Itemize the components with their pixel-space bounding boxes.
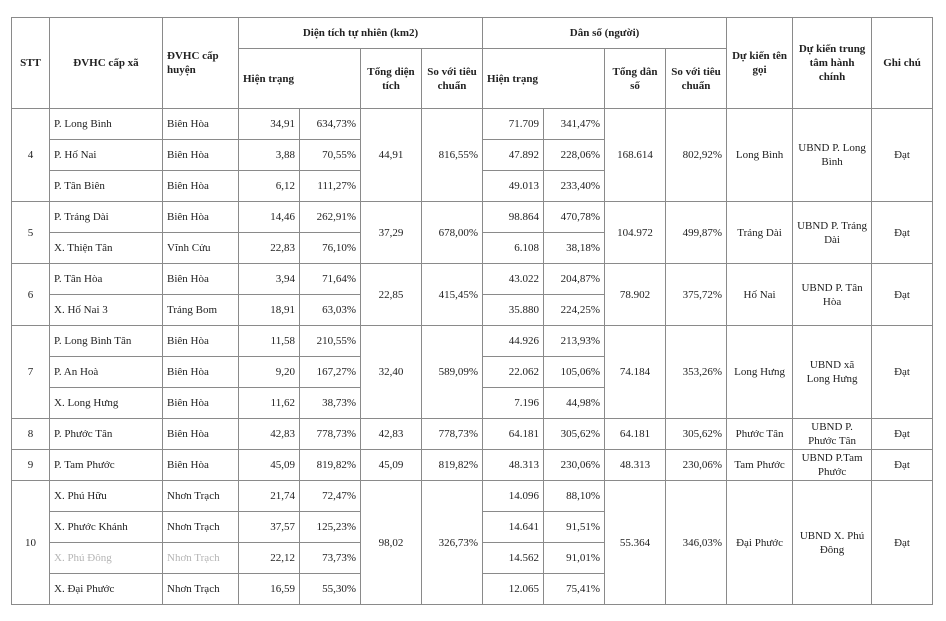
area-cell: 9,20 (239, 357, 300, 388)
area-cell: 37,57 (239, 512, 300, 543)
stt-cell: 7 (12, 326, 50, 419)
pop-pct-cell: 228,06% (544, 140, 605, 171)
dvhc-huyen-cell: Biên Hòa (163, 326, 239, 357)
total-pop-pct-cell: 230,06% (666, 450, 727, 481)
note-cell: Đạt (872, 264, 933, 326)
dvhc-xa-cell: P. Long Bình (50, 109, 163, 140)
pop-cell: 14.562 (483, 543, 544, 574)
total-area-cell: 37,29 (361, 202, 422, 264)
total-pop-cell: 78.902 (605, 264, 666, 326)
dvhc-xa-cell: P. Phước Tân (50, 419, 163, 450)
header-dvhc-xa: ĐVHC cấp xã (50, 18, 163, 109)
area-pct-cell: 55,30% (300, 574, 361, 605)
dvhc-huyen-cell: Nhơn Trạch (163, 574, 239, 605)
pop-pct-cell: 204,87% (544, 264, 605, 295)
area-cell: 34,91 (239, 109, 300, 140)
pop-cell: 47.892 (483, 140, 544, 171)
pop-cell: 7.196 (483, 388, 544, 419)
header-ghi-chu: Ghi chú (872, 18, 933, 109)
pop-pct-cell: 230,06% (544, 450, 605, 481)
admin-center-cell: UBND P. Long Bình (793, 109, 872, 202)
note-cell: Đạt (872, 326, 933, 419)
dvhc-huyen-cell: Biên Hòa (163, 140, 239, 171)
dvhc-xa-cell: P. Trảng Dài (50, 202, 163, 233)
total-pop-pct-cell: 802,92% (666, 109, 727, 202)
area-cell: 22,12 (239, 543, 300, 574)
pop-pct-cell: 44,98% (544, 388, 605, 419)
pop-pct-cell: 233,40% (544, 171, 605, 202)
area-cell: 3,94 (239, 264, 300, 295)
table-row (12, 326, 933, 357)
total-area-cell: 98,02 (361, 481, 422, 605)
dvhc-xa-cell: P. Long Bình Tân (50, 326, 163, 357)
area-pct-cell: 72,47% (300, 481, 361, 512)
admin-center-cell: UBND P. Trảng Dài (793, 202, 872, 264)
new-name-cell: Long Bình (727, 109, 793, 202)
pop-pct-cell: 341,47% (544, 109, 605, 140)
admin-center-cell: UBND P. Tân Hòa (793, 264, 872, 326)
dvhc-xa-cell: P. Tân Hòa (50, 264, 163, 295)
pop-cell: 48.313 (483, 450, 544, 481)
area-pct-cell: 111,27% (300, 171, 361, 202)
dvhc-huyen-cell: Nhơn Trạch (163, 512, 239, 543)
area-cell: 16,59 (239, 574, 300, 605)
header-dan-so: Dân số (người) (483, 18, 727, 49)
note-cell: Đạt (872, 450, 933, 481)
table-row (12, 450, 933, 481)
total-pop-cell: 55.364 (605, 481, 666, 605)
pop-cell: 71.709 (483, 109, 544, 140)
total-pop-pct-cell: 305,62% (666, 419, 727, 450)
dvhc-xa-cell: X. Đại Phước (50, 574, 163, 605)
pop-pct-cell: 224,25% (544, 295, 605, 326)
dvhc-huyen-cell: Biên Hòa (163, 450, 239, 481)
area-pct-cell: 210,55% (300, 326, 361, 357)
dvhc-xa-cell: P. Hố Nai (50, 140, 163, 171)
table-body (12, 109, 933, 605)
total-pop-cell: 64.181 (605, 419, 666, 450)
pop-cell: 64.181 (483, 419, 544, 450)
area-pct-cell: 125,23% (300, 512, 361, 543)
dvhc-xa-cell: X. Phú Đông (50, 543, 163, 574)
header-dvhc-huyen: ĐVHC cấp huyện (163, 18, 239, 109)
dvhc-xa-cell: X. Phú Hữu (50, 481, 163, 512)
area-cell: 22,83 (239, 233, 300, 264)
header-pop-so-voi: So với tiêu chuẩn (666, 49, 727, 109)
pop-pct-cell: 88,10% (544, 481, 605, 512)
dvhc-huyen-cell: Biên Hòa (163, 388, 239, 419)
total-pop-pct-cell: 346,03% (666, 481, 727, 605)
total-area-cell: 32,40 (361, 326, 422, 419)
header-tong-dien-tich: Tổng diện tích (361, 49, 422, 109)
header-du-kien-ten: Dự kiến tên gọi (727, 18, 793, 109)
note-cell: Đạt (872, 481, 933, 605)
new-name-cell: Phước Tân (727, 419, 793, 450)
area-cell: 6,12 (239, 171, 300, 202)
dvhc-huyen-cell: Biên Hòa (163, 109, 239, 140)
admin-center-cell: UBND X. Phú Đông (793, 481, 872, 605)
dvhc-xa-cell: P. An Hoà (50, 357, 163, 388)
pop-pct-cell: 75,41% (544, 574, 605, 605)
total-area-cell: 45,09 (361, 450, 422, 481)
header-pop-hien-trang: Hiện trạng (483, 49, 605, 109)
pop-pct-cell: 91,51% (544, 512, 605, 543)
header-stt: STT (12, 18, 50, 109)
total-area-pct-cell: 589,09% (422, 326, 483, 419)
area-cell: 14,46 (239, 202, 300, 233)
total-area-pct-cell: 678,00% (422, 202, 483, 264)
pop-cell: 98.864 (483, 202, 544, 233)
area-pct-cell: 76,10% (300, 233, 361, 264)
stt-cell: 10 (12, 481, 50, 605)
new-name-cell: Tam Phước (727, 450, 793, 481)
dvhc-xa-cell: X. Long Hưng (50, 388, 163, 419)
total-area-cell: 44,91 (361, 109, 422, 202)
pop-cell: 14.641 (483, 512, 544, 543)
header-area-hien-trang: Hiện trạng (239, 49, 361, 109)
header-tong-dan-so: Tổng dân số (605, 49, 666, 109)
table-row (12, 264, 933, 295)
area-cell: 45,09 (239, 450, 300, 481)
area-pct-cell: 73,73% (300, 543, 361, 574)
dvhc-xa-cell: X. Hố Nai 3 (50, 295, 163, 326)
dvhc-huyen-cell: Nhơn Trạch (163, 543, 239, 574)
pop-cell: 43.022 (483, 264, 544, 295)
note-cell: Đạt (872, 109, 933, 202)
table-row (12, 419, 933, 450)
area-cell: 11,58 (239, 326, 300, 357)
total-pop-pct-cell: 375,72% (666, 264, 727, 326)
pop-pct-cell: 91,01% (544, 543, 605, 574)
stt-cell: 4 (12, 109, 50, 202)
stt-cell: 6 (12, 264, 50, 326)
merger-table (11, 17, 933, 605)
admin-center-cell: UBND P. Phước Tân (793, 419, 872, 450)
total-area-pct-cell: 819,82% (422, 450, 483, 481)
area-pct-cell: 819,82% (300, 450, 361, 481)
header-area-so-voi: So với tiêu chuẩn (422, 49, 483, 109)
dvhc-huyen-cell: Biên Hòa (163, 419, 239, 450)
dvhc-huyen-cell: Biên Hòa (163, 171, 239, 202)
total-pop-cell: 104.972 (605, 202, 666, 264)
area-pct-cell: 70,55% (300, 140, 361, 171)
total-area-pct-cell: 816,55% (422, 109, 483, 202)
total-area-pct-cell: 326,73% (422, 481, 483, 605)
dvhc-xa-cell: P. Tân Biên (50, 171, 163, 202)
area-cell: 42,83 (239, 419, 300, 450)
area-pct-cell: 63,03% (300, 295, 361, 326)
dvhc-huyen-cell: Nhơn Trạch (163, 481, 239, 512)
dvhc-huyen-cell: Biên Hòa (163, 264, 239, 295)
new-name-cell: Đại Phước (727, 481, 793, 605)
dvhc-xa-cell: P. Tam Phước (50, 450, 163, 481)
area-pct-cell: 167,27% (300, 357, 361, 388)
new-name-cell: Long Hưng (727, 326, 793, 419)
dvhc-huyen-cell: Biên Hòa (163, 202, 239, 233)
table-row (12, 202, 933, 233)
area-pct-cell: 262,91% (300, 202, 361, 233)
pop-pct-cell: 305,62% (544, 419, 605, 450)
area-pct-cell: 38,73% (300, 388, 361, 419)
admin-center-cell: UBND xã Long Hưng (793, 326, 872, 419)
new-name-cell: Hố Nai (727, 264, 793, 326)
total-pop-cell: 74.184 (605, 326, 666, 419)
pop-cell: 22.062 (483, 357, 544, 388)
pop-cell: 35.880 (483, 295, 544, 326)
pop-cell: 14.096 (483, 481, 544, 512)
stt-cell: 5 (12, 202, 50, 264)
total-pop-cell: 168.614 (605, 109, 666, 202)
area-cell: 18,91 (239, 295, 300, 326)
area-pct-cell: 778,73% (300, 419, 361, 450)
total-area-pct-cell: 778,73% (422, 419, 483, 450)
table-row (12, 481, 933, 512)
pop-cell: 6.108 (483, 233, 544, 264)
dvhc-xa-cell: X. Phước Khánh (50, 512, 163, 543)
note-cell: Đạt (872, 419, 933, 450)
pop-cell: 12.065 (483, 574, 544, 605)
area-cell: 11,62 (239, 388, 300, 419)
total-pop-pct-cell: 353,26% (666, 326, 727, 419)
dvhc-huyen-cell: Trảng Bom (163, 295, 239, 326)
pop-pct-cell: 105,06% (544, 357, 605, 388)
dvhc-huyen-cell: Vĩnh Cửu (163, 233, 239, 264)
table-row (12, 109, 933, 140)
total-pop-cell: 48.313 (605, 450, 666, 481)
total-pop-pct-cell: 499,87% (666, 202, 727, 264)
total-area-pct-cell: 415,45% (422, 264, 483, 326)
area-pct-cell: 71,64% (300, 264, 361, 295)
pop-cell: 49.013 (483, 171, 544, 202)
pop-pct-cell: 213,93% (544, 326, 605, 357)
area-cell: 3,88 (239, 140, 300, 171)
area-cell: 21,74 (239, 481, 300, 512)
new-name-cell: Trảng Dài (727, 202, 793, 264)
dvhc-huyen-cell: Biên Hòa (163, 357, 239, 388)
pop-cell: 44.926 (483, 326, 544, 357)
note-cell: Đạt (872, 202, 933, 264)
stt-cell: 9 (12, 450, 50, 481)
area-pct-cell: 634,73% (300, 109, 361, 140)
header-trung-tam: Dự kiến trung tâm hành chính (793, 18, 872, 109)
total-area-cell: 42,83 (361, 419, 422, 450)
pop-pct-cell: 470,78% (544, 202, 605, 233)
total-area-cell: 22,85 (361, 264, 422, 326)
pop-pct-cell: 38,18% (544, 233, 605, 264)
dvhc-xa-cell: X. Thiện Tân (50, 233, 163, 264)
stt-cell: 8 (12, 419, 50, 450)
admin-center-cell: UBND P.Tam Phước (793, 450, 872, 481)
header-dien-tich: Diện tích tự nhiên (km2) (239, 18, 483, 49)
